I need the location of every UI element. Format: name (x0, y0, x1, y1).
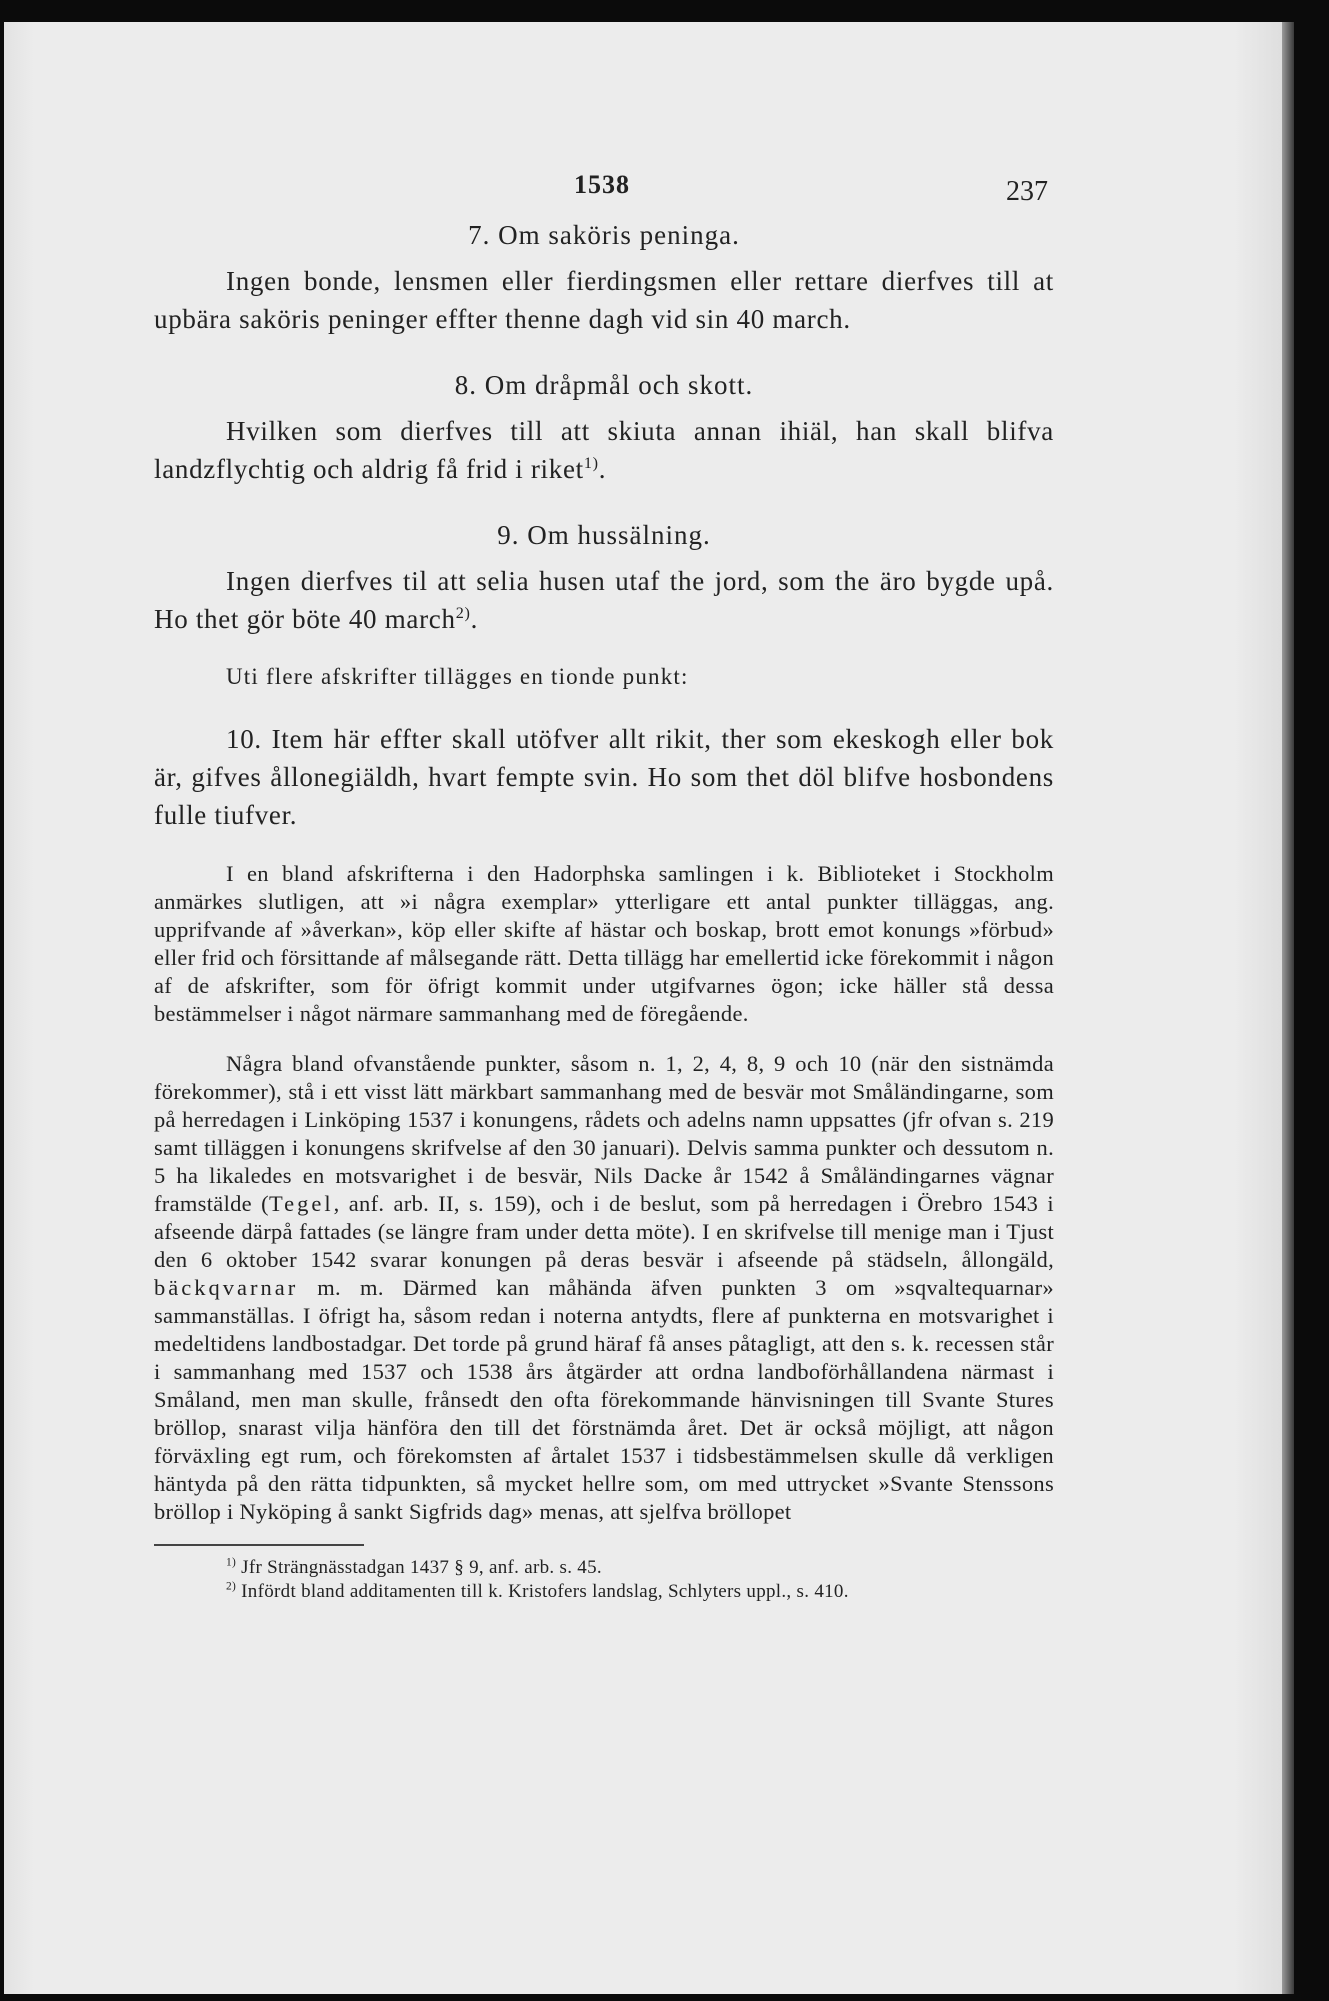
footnote-1 (226, 1556, 1054, 1580)
spaced-term-backqvarnar: bäckqvarnar (154, 1275, 299, 1300)
footnote-reference[interactable]: 2) (455, 604, 471, 622)
footnote-mark: 1) (226, 1556, 237, 1569)
tenth-article-intro: Uti flere afskrifter tillägges en tionde punkt: (226, 664, 689, 689)
article-8 (154, 366, 1054, 488)
article-body-text: Ingen bonde, lensmen eller fierdingsmen eller rettare dierfves till at upbära saköris peninger effter thenne dagh vid sin 40 march. (154, 266, 1054, 334)
article-7 (154, 216, 1054, 338)
footnote-reference[interactable]: 1) (583, 454, 599, 472)
footnote-mark: 2) (226, 1580, 237, 1593)
article-body: Ingen dierfves til att selia husen utaf the jord, som the äro bygde upå. Ho thet gör böte 40 march$^{2)}$. (154, 566, 1054, 634)
footnote-rule (154, 1544, 364, 1546)
book-page (4, 22, 1282, 1994)
tenth-article: 10. Item här effter skall utöfver allt rikit, ther som ekeskogh eller bok är, gifves ållonegiäldh, hvart fempte svin. Ho som thet döl blifve hosbondens fulle tiufver. (154, 724, 1054, 830)
page-text-block (154, 170, 1054, 1604)
commentary-text: Några bland ofvanstående punkter, såsom n. 1, 2, 4, 8, 9 och 10 (när den sistnämda förekommer), stå i ett visst lätt märkbart sammanhang med de besvär mot Småländingarne, som på herredagen i Linköping 1537 i konungens, rådets och adelns namn uppsattes (jfr ofvan s. 219 samt tilläggen i konungens skrifvelse af den 30 januari). Delvis samma punkter och dessutom n. 5 ha likaledes en motsvarighet i de besvär, Nils Dacke år 1542 å Småländingarnes vägnar framstälde ( (154, 1051, 1054, 1216)
article-body: Hvilken som dierfves till att skiuta annan ihiäl, han skall blifva landzflychtig och aldrig få frid i riket$^{1)}$. (154, 416, 1054, 484)
article-9 (154, 516, 1054, 638)
author-name-tegel: Tegel (268, 1191, 334, 1216)
page-edge-shadow (1282, 22, 1294, 1994)
article-title: 8. Om dråpmål och skott. (454, 370, 754, 400)
article-body-text: Hvilken som dierfves till att skiuta annan ihiäl, han skall blifva landzflychtig och aldrig få frid i riket (154, 416, 1054, 484)
footnote-2 (226, 1580, 1054, 1604)
page-header (154, 170, 1054, 210)
commentary-text: m. m. Därmed kan måhända äfven punkten 3 om »sqvaltequarnar» sammanställas. I öfrigt ha, såsom redan i noterna antydts, flere af punkterna en motsvarighet i medeltidens landbostadgar. Det torde på grund häraf få anses påtagligt, att den s. k. recessen står i sammanhang med 1537 och 1538 års åtgärder att ordna landboförhållandena närmast i Småland, men man skulle, frånsedt den ofta förekommande hänvisningen till Svante Stures bröllop, snarast vilja hänföra den till det förstnämda året. Det är också möjligt, att någon förväxling egt rum, och förekomsten af årtalet 1537 i tidsbestämmelsen skulle då verkligen häntyda på den rätta tidpunkten, så mycket hellre som, om med uttrycket »Svante Stenssons bröllop i Nyköping å sankt Sigfrids dag» menas, att sjelfva bröllopet (154, 1275, 1054, 1524)
article-title: 7. Om saköris peninga. (468, 220, 740, 250)
commentary-paragraph-2 (154, 1050, 1054, 1526)
page-number: 237 (1006, 176, 1048, 207)
footnote-text: Jfr Strängnässtadgan 1437 § 9, anf. arb. s. 45. (241, 1556, 602, 1578)
running-head-year: 1538 (574, 170, 630, 199)
article-body (154, 262, 1054, 338)
commentary-text: , anf. arb. II, s. 159), och i de beslut, som på herredagen i Örebro 1543 i afseende därpå fattades (se längre fram under detta möte). I en skrifvelse till menige man i Tjust den 6 oktober 1542 svarar konungen på deras besvär i afseende på städseln, ållongäld, (154, 1191, 1054, 1272)
footnote-text: Infördt bland additamenten till k. Kristofers landslag, Schlyters uppl., s. 410. (241, 1580, 849, 1602)
article-title: 9. Om hussälning. (497, 520, 711, 550)
article-body-text: Ingen dierfves til att selia husen utaf the jord, som the äro bygde upå. Ho thet gör böte 40 march (154, 566, 1054, 634)
commentary-paragraph-1: I en bland afskrifterna i den Hadorphska samlingen i k. Biblioteket i Stockholm anmärkes slutligen, att »i några exemplar» ytterligare ett antal punkter tilläggas, ang. upprifvande af »åverkan», köp eller skifte af hästar och boskap, brott emot konungs »förbud» eller frid och försittande af målsegande rätt. Detta tillägg har emellertid icke förekommit i någon af de afskrifter, som för öfrigt kommit under utgifvarnes ögon; icke häller stå dessa bestämmelser i något närmare sammanhang med de föregående. (154, 861, 1054, 1026)
